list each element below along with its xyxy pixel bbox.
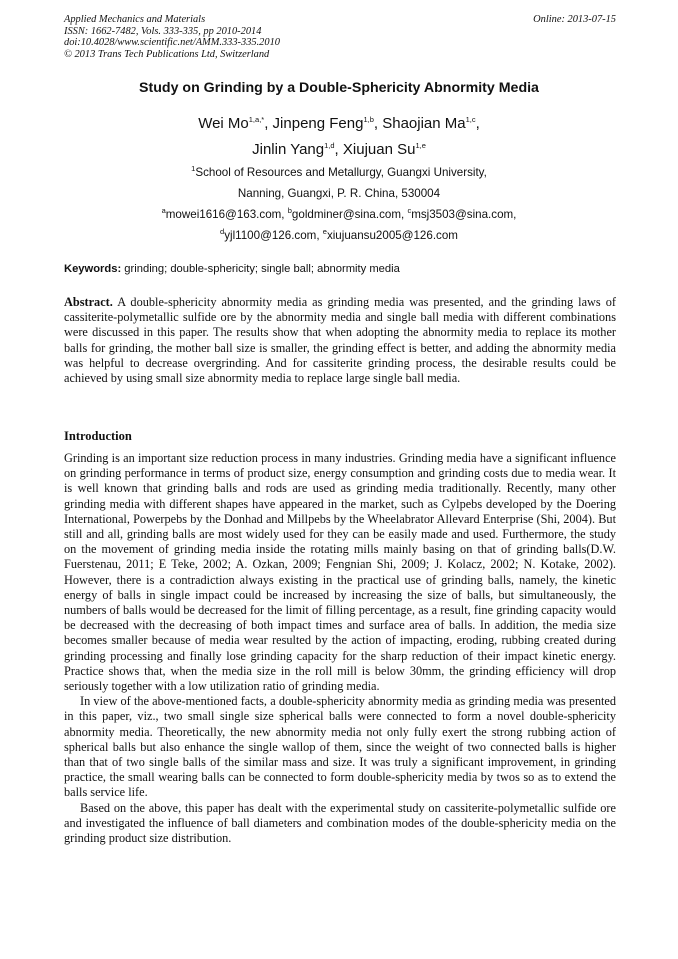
author-superscript: 1,a,* (248, 115, 265, 124)
author-superscript: 1,b (363, 115, 374, 124)
email-line-1 (0, 204, 678, 225)
affiliation-line-2: Nanning, Guangxi, P. R. China, 530004 (237, 187, 441, 200)
paper-title: Study on Grinding by a Double-Sphericity Abnormity Media (139, 80, 539, 96)
author-superscript: 1,c (465, 115, 476, 124)
author-superscript: 1,e (415, 141, 426, 150)
author-list (0, 111, 678, 163)
author-separator: , (373, 115, 383, 132)
journal-header (64, 14, 616, 60)
abstract-paragraph (64, 295, 616, 386)
author-separator: , (334, 141, 343, 158)
introduction-body (64, 451, 616, 846)
email-superscript: b (287, 206, 292, 216)
email-superscript: a (161, 206, 166, 216)
author-separator: , (264, 115, 273, 132)
email-superscript: d (220, 227, 225, 237)
email-line-2 (0, 225, 678, 246)
author-name: Jinpeng Feng (272, 115, 364, 132)
author-superscript: 1,d (324, 141, 335, 150)
keywords-text: grinding; double-sphericity; single ball; abnormity media (121, 263, 400, 275)
email-address: msj3503@sina.com, (411, 208, 517, 221)
copyright-line: © 2013 Trans Tech Publications Ltd, Switzerland (64, 48, 270, 60)
keywords-line (64, 263, 616, 275)
email-superscript: c (407, 206, 412, 216)
email-address: yjl1100@126.com, (224, 229, 323, 242)
keywords-label: Keywords: (64, 263, 122, 275)
abstract-label: Abstract. (64, 295, 113, 309)
introduction-paragraph: Grinding is an important size reduction process in many industries. Grinding media have a significant influence on grinding performance in terms of product size, energy consumption and grinding costs due to media wear. It is well known that grinding balls and rods are used as grinding media traditionally. Recently, many other grinding media with different shapes have appeared in the market, such as Cylpebs developed by the Doering International, Powerpebs by the Donhad and Millpebs by the Wheelabrator Allevard Enterprise (Shi, 2004). But still and all, grinding balls are most widely used for they can be easily made and used. Furthermore, the study on the movement of grinding media inside the rotating mills mainly basing on that of grinding balls(D.W. Fuerstenau, 2011; E Teke, 2002; A. Ozkan, 2009; Fengnian Shi, 2009; J. Kolacz, 2002; N. Kotake, 2002). However, there is a contradiction always existing in the practical use of grinding balls, namely, the kinetic energy of balls in single impact could be increased by increasing the size of balls, but simultaneously, the numbers of balls would be decreased for the limit of filling percentage, as a result, fine grinding capacity would be decreased with the decreasing of both impact times and surface area of balls. In addition, the media size becomes smaller because of media wear resulted by the action of impacting, eroding, rubbing created during grinding processing and finally lose grinding capacity for the sharp reduction of their impact kinetic energy. Practice shows that, when the media size in the roll mill is below 30mm, the grinding efficiency will drop seriously together with a low utilization ratio of grinding media. (64, 451, 616, 694)
abstract-text: A double-sphericity abnormity media as grinding media was presented, and the grinding laws of cassiterite-polymetallic sulfide ore by the abnormity media and single ball media with different combinations were discussed in this paper. The results show that when adopting the abnormity media to replace its mother balls for grinding, the mother ball size is smaller, the grinding effect is better, and adding the abnormity media was helpful to decrease overgrinding. And for cassiterite grinding process, the desirable results could be achieved by using small size abnormity media to replace large single ball media. (64, 295, 616, 386)
author-name: Shaojian Ma (382, 115, 466, 132)
issn-line: ISSN: 1662-7482, Vols. 333-335, pp 2010-2014 (64, 25, 262, 37)
author-line-2 (0, 137, 678, 163)
email-address: xiujuansu2005@126.com (326, 229, 458, 242)
author-name: Xiujuan Su (342, 141, 416, 158)
email-address: mowei1616@163.com, (165, 208, 288, 221)
author-line-1 (0, 111, 678, 137)
author-name: Jinlin Yang (252, 141, 325, 158)
doi-line: doi:10.4028/www.scientific.net/AMM.333-335.2010 (64, 37, 280, 49)
affiliation-text: School of Resources and Metallurgy, Guangxi University, (195, 166, 487, 179)
journal-name: Applied Mechanics and Materials (64, 14, 206, 25)
affiliation-block (0, 162, 678, 246)
online-date: Online: 2013-07-15 (533, 14, 616, 25)
email-address: goldminer@sina.com, (291, 208, 408, 221)
section-heading-introduction: Introduction (64, 429, 132, 443)
introduction-paragraph: Based on the above, this paper has dealt with the experimental study on cassiterite-polymetallic sulfide ore and investigated the influence of ball diameters and combination modes of the double-sphericity media on the grinding product size distribution. (64, 800, 616, 846)
affiliation-superscript: 1 (191, 164, 196, 174)
introduction-paragraph: In view of the above-mentioned facts, a double-sphericity abnormity media as grinding media was presented in this paper, viz., two small single size spherical balls were connected to form a novel double-sphericity abnormity media. Theoretically, the new abnormity media not only fully exert the strong rubbing action of spherical balls but also enhance the single wallop of them, since the weight of two connected balls is higher than that of two single balls of the similar mass and size. It was truly a significant improvement, in grinding practice, the small wearing balls can be connected to form double-sphericity media by twos so as to extend the balls service life. (64, 694, 616, 800)
email-superscript: e (322, 227, 327, 237)
affiliation-line-1 (0, 162, 678, 183)
author-separator: , (475, 115, 480, 132)
author-name: Wei Mo (198, 115, 249, 132)
